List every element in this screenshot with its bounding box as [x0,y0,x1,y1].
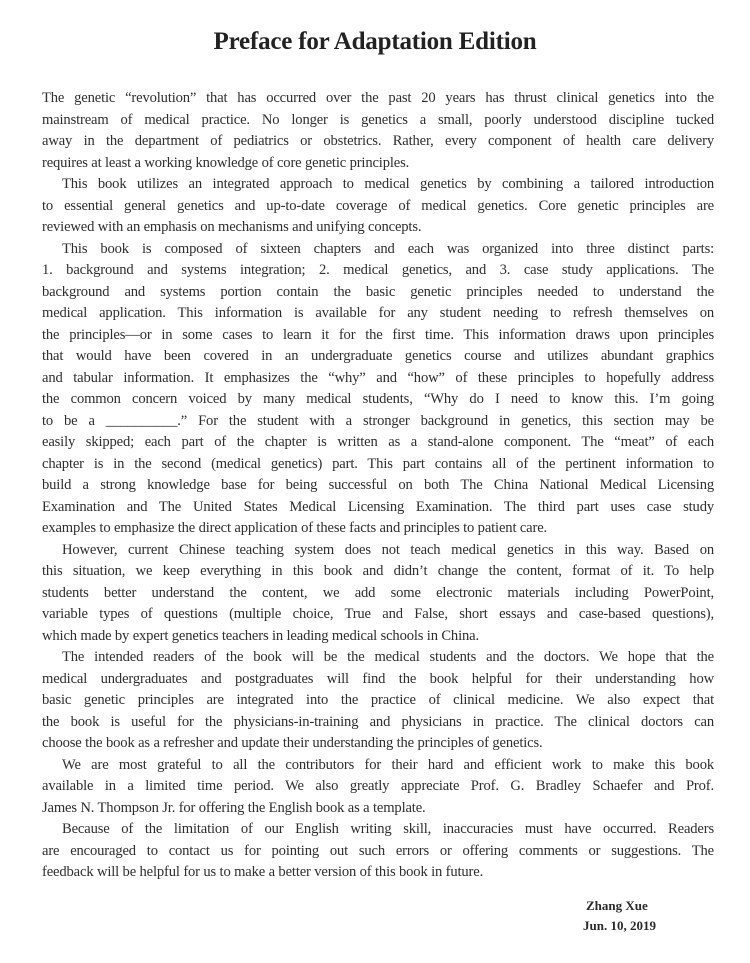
text-line: The genetic “revolution” that has occurred over the past 20 years has thrust clinical genetics into the [42,90,714,106]
text-line: This book utilizes an integrated approach to medical genetics by combining a tailored introduction [62,176,714,192]
text-line: the common concern voiced by many medical students, “Why do I need to know this. I’m going [42,391,714,407]
text-line: away in the department of pediatrics or obstetrics. Rather, every component of health care delivery [42,133,714,149]
text-line: This book is composed of sixteen chapters and each was organized into three distinct parts: [62,240,714,257]
text-line: the principles—or in some cases to learn it for the first time. This information draws upon principles [42,326,714,343]
text-line: medical application. This information is available for any student needing to refresh themselves on [42,305,714,321]
text-line: are encouraged to contact us for pointing out such errors or offering comments or suggestions. The [42,842,714,859]
paragraph-1 [42,88,714,174]
text-line: Examination and The United States Medical Licensing Examination. The third part uses case study [42,498,714,515]
text-line: background and systems portion contain the basic genetic principles needed to understand the [42,283,714,300]
text-line: available in a limited time period. We also greatly appreciate Prof. G. Bradley Schaefer and Prof. [42,778,714,794]
text-line: We are most grateful to all the contributors for their hard and efficient work to make this book [62,756,714,773]
paragraph-5 [42,647,714,755]
text-line: choose the book as a refresher and update their understanding the principles of genetics. [42,735,543,751]
preface-body [42,88,714,884]
paragraph-2 [42,174,714,239]
text-line: requires at least a working knowledge of core genetic principles. [42,154,410,171]
text-line: However, current Chinese teaching system does not teach medical genetics in this way. Based on [62,541,714,558]
text-line: chapter is in the second (medical genetics) part. This part contains all of the pertinent information to [42,455,714,472]
text-line: Because of the limitation of our English writing skill, inaccuracies must have occurred. Readers [62,821,714,837]
text-line: basic genetic principles are integrated into the practice of clinical medicine. We also expect that [42,692,714,708]
text-line: easily skipped; each part of the chapter is written as a stand-alone component. The “meat” of each [42,434,714,450]
paragraph-4 [42,540,714,648]
text-line: mainstream of medical practice. No longer is genetics a small, poorly understood discipline tucked [42,111,714,128]
text-line: students better understand the content, we add some electronic materials including PowerPoint, [42,584,714,601]
text-line: the book is useful for the physicians-in-training and physicians in practice. The clinical doctors can [42,713,714,730]
text-line: this situation, we keep everything in this book and didn’t change the content, format of it. To help [42,563,714,579]
text-line: The intended readers of the book will be the medical students and the doctors. We hope that the [62,649,714,665]
text-line: examples to emphasize the direct application of these facts and principles to patient care. [42,520,548,536]
text-line: build a strong knowledge base for being successful on both The China National Medical Licensing [42,477,714,493]
text-line: feedback will be helpful for us to make a better version of this book in future. [42,864,484,880]
text-line: medical undergraduates and postgraduates will find the book helpful for their understanding how [42,670,714,687]
text-line: variable types of questions (multiple choice, True and False, short essays and case-based questions), [42,606,714,622]
signature-date: Jun. 10, 2019 [583,918,656,933]
paragraph-3 [42,239,714,540]
text-line: and tabular information. It emphasizes the “why” and “how” of these principles to hopefully address [42,369,714,386]
text-line: James N. Thompson Jr. for offering the English book as a template. [42,799,426,816]
text-line: that would have been covered in an undergraduate genetics course and utilizes abundant graphics [42,348,714,364]
paragraph-7 [42,819,714,884]
text-line: to be a __________.” For the student with a stronger background in genetics, this section may be [42,412,714,429]
page-title: Preface for Adaptation Edition [213,28,537,55]
signature-name: Zhang Xue [586,898,648,913]
text-line: reviewed with an emphasis on mechanisms and unifying concepts. [42,219,422,235]
text-line: which made by expert genetics teachers in leading medical schools in China. [42,627,479,644]
text-line: to essential general genetics and up-to-date coverage of medical genetics. Core genetic principles are [42,197,714,214]
text-line: 1. background and systems integration; 2. medical genetics, and 3. case study applications. The [42,262,714,278]
paragraph-6 [42,755,714,820]
